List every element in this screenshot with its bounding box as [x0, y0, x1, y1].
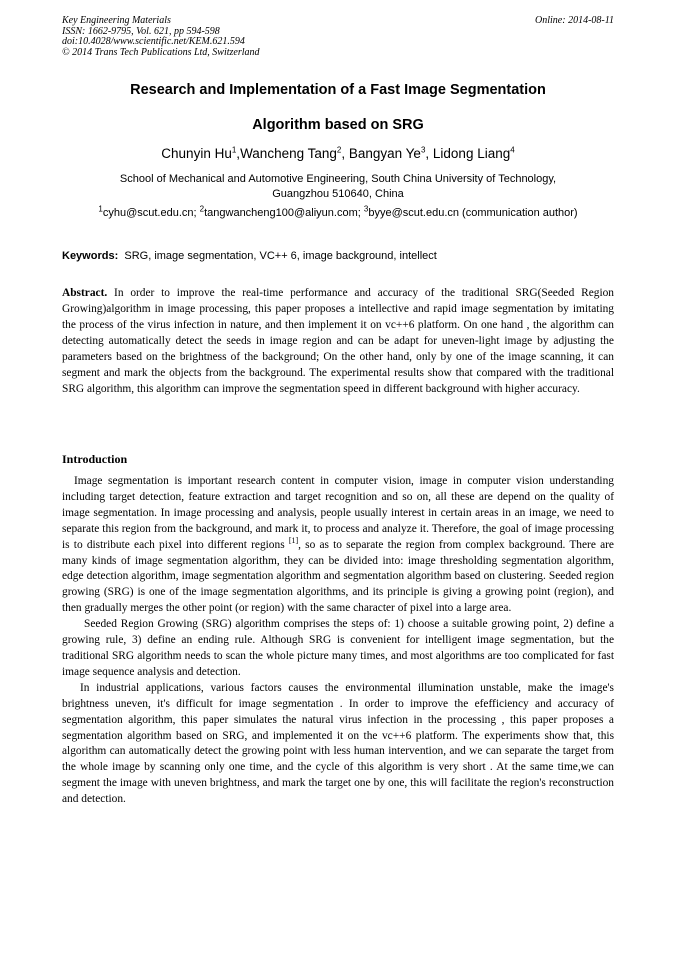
abstract [62, 285, 614, 397]
author-separator: , [341, 146, 349, 161]
author-separator: , [425, 146, 433, 161]
journal-name: Key Engineering Materials [62, 15, 171, 26]
author-affiliation-mark: 2 [336, 145, 342, 155]
email-address: tangwancheng100@aliyun.com; [204, 207, 364, 219]
section-heading-introduction: Introduction [62, 452, 128, 466]
email-address: byye@scut.edu.cn (communication author) [368, 207, 578, 219]
abstract-label: Abstract. [62, 287, 108, 299]
doi-line: doi:10.4028/www.scientific.net/KEM.621.594 [62, 36, 245, 47]
copyright-line: © 2014 Trans Tech Publications Ltd, Switzerland [62, 46, 260, 58]
author-separator: , [236, 146, 241, 161]
keywords-label: Keywords: [62, 250, 119, 262]
keywords [62, 250, 614, 262]
paragraph [62, 474, 614, 617]
author-name: Bangyan Ye [348, 146, 421, 161]
email-mark: 1 [98, 204, 103, 214]
email-mark: 3 [363, 204, 369, 214]
introduction-body [62, 474, 614, 808]
issn-line: ISSN: 1662-9795, Vol. 621, pp 594-598 [62, 25, 220, 37]
author-emails [62, 204, 614, 219]
author-name: Lidong Liang [432, 146, 511, 161]
author-name: Chunyin Hu [161, 146, 232, 161]
keywords-text: SRG, image segmentation, VC++ 6, image background, intellect [124, 250, 437, 262]
abstract-text: In order to improve the real-time performance and accuracy of the traditional SRG(Seeded Region Growing)algorithm in image processing, this paper proposes a intellective and rapid image segmentation by imitating the process of the virus infection in nature, and then implement it on vc++6 platform. On one hand , the algorithm can detecting automatically detect the seeds in image region and can be adapt for uneven-light image by adjusting the parameters based on the brightness of the background; On the other hand, only by one of the image scanning, it can segment and mark the objects from the background. The experimental results show that compared with the traditional SRG algorithm, this algorithm can improve the segmentation speed in different background with higher accuracy. [62, 287, 614, 395]
paragraph: Seeded Region Growing (SRG) algorithm comprises the steps of: 1) choose a suitable growing point, 2) define a growing rule, 3) define an ending rule. Although SRG is convenient for intelligent image segmentation, but the traditional SRG algorithm needs to scan the whole picture many times, and most algorithms are too complicated for fast image sequence analysis and detection. [62, 618, 614, 678]
author-affiliation-mark: 1 [231, 145, 237, 155]
email-address: cyhu@scut.edu.cn; [102, 207, 200, 219]
affiliation-line: School of Mechanical and Automotive Engineering, South China University of Technology, [119, 173, 557, 185]
paragraph-text: , so as to separate the region from complex background. There are many kinds of image segmentation algorithm, they can be divided into: image thresholding segmentation algorithm, edge detection algorithm, image segmentation algorithm and segmentation algorithm based on clustering. Seeded region growing (SRG) is one of the image segmentation algorithms, and its principle is giving a growing point (region), and then gradually merges the other point (or region) with the same character of pixel into a large area. [62, 538, 614, 615]
online-date: Online: 2014-08-11 [535, 15, 614, 26]
email-mark: 2 [199, 204, 205, 214]
journal-header [62, 16, 260, 58]
citation-reference[interactable]: [1] [288, 535, 299, 545]
paragraph: In industrial applications, various factors causes the environmental illumination unstable, make the image's brightness uneven, it's difficult for image segmentation . In order to improve the efefficiency and accuracy of segmentation algorithm, this paper simulates the natural virus infection in the processing , this paper proposes a segmentation algorithm based on SRG, and implemented it on the vc++6 platform. The experiments show that, this algorithm can automatically detect the growing point with less human intervention, and we can separate the target from the whole image by scanning only one time, and the cycle of this algorithm is very short . At the same time,we can segment the image with uneven brightness, and mark the target one by one, this will facilitate the region's reconstruction and detection. [62, 681, 614, 806]
author-name: Wancheng Tang [240, 146, 337, 161]
author-affiliation-mark: 4 [510, 145, 515, 155]
paper-title-line2: Algorithm based on SRG [252, 117, 424, 133]
paper-title-line1: Research and Implementation of a Fast Image Segmentation [130, 82, 546, 98]
affiliation-line: Guangzhou 510640, China [272, 188, 404, 200]
author-list [62, 146, 614, 161]
affiliation [62, 172, 614, 202]
author-affiliation-mark: 3 [420, 145, 426, 155]
paragraph-text: Image segmentation is important research content in computer vision, image in computer vision understanding including target detection, feature extraction and target recognition and so on, all these are depend on the quality of image segmentation. In image processing and analysis, people usually interest in certain areas in an image, we need to separate this region from the background, and mark it, to process and analyze it. Therefore, the goal of image processing is to distribute each pixel into different regions [62, 475, 614, 551]
